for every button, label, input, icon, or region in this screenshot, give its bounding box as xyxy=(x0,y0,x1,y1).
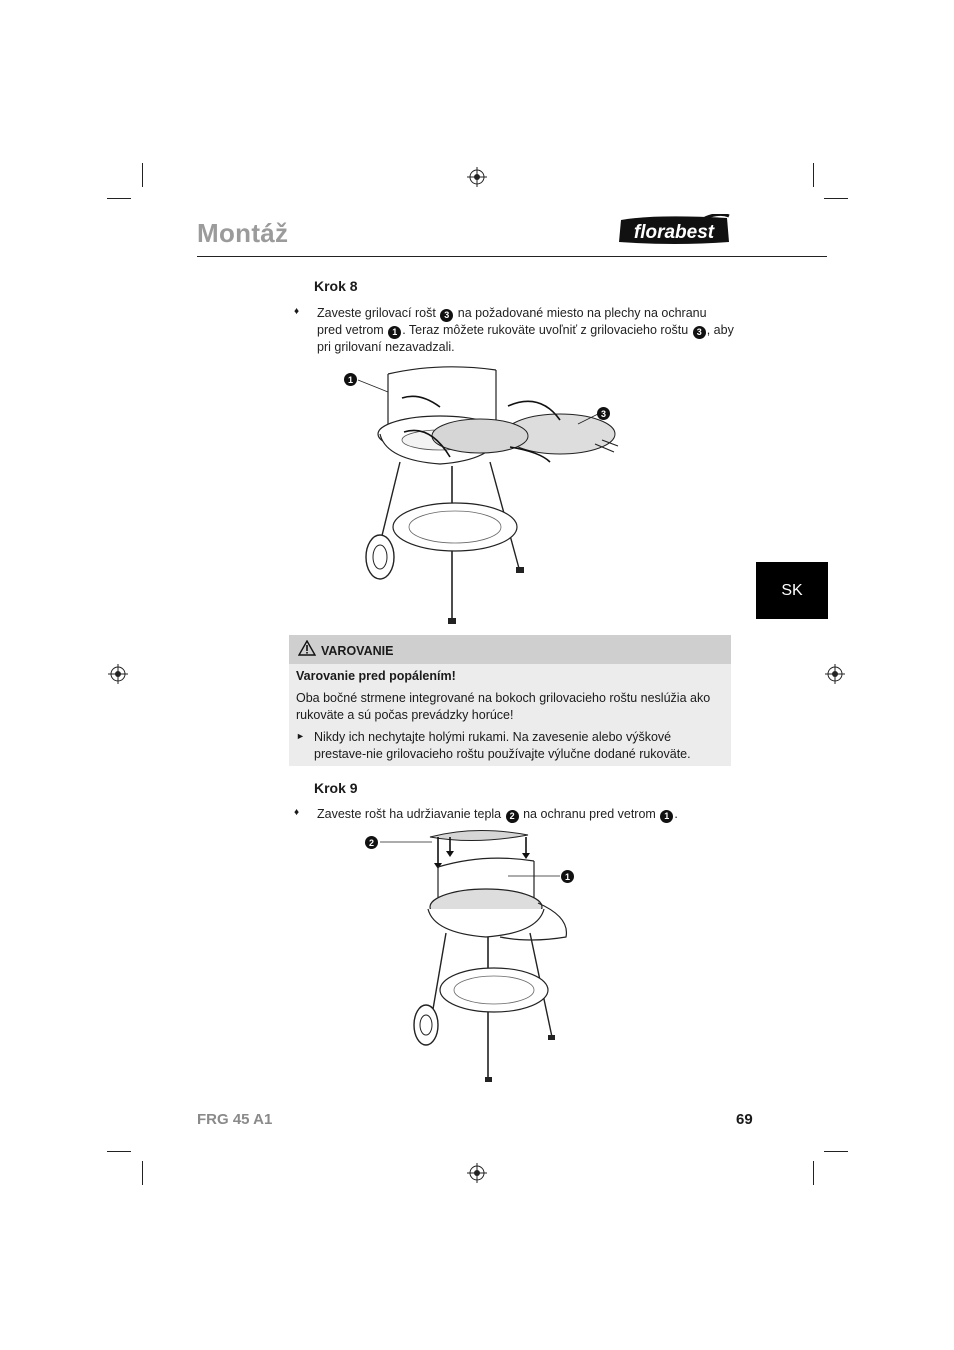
registration-mark-icon xyxy=(825,664,845,684)
step8-title: Krok 8 xyxy=(314,278,358,294)
language-tab-label: SK xyxy=(781,581,803,599)
bullet-marker: ♦ xyxy=(294,807,300,818)
figure-callout: 1 xyxy=(561,870,574,883)
svg-text:florabest: florabest xyxy=(633,222,715,243)
arrow-bullet-icon: ► xyxy=(296,731,305,741)
ref-windshield: 1 xyxy=(660,810,673,823)
step8-figure xyxy=(340,362,630,627)
registration-mark-icon xyxy=(467,167,487,187)
ref-windshield: 1 xyxy=(388,326,401,339)
warning-subheading: Varovanie pred popálením! xyxy=(296,669,456,683)
crop-mark xyxy=(142,163,143,187)
header-rule xyxy=(197,256,827,257)
crop-mark xyxy=(824,1151,848,1152)
registration-mark-icon xyxy=(108,664,128,684)
bullet-marker: ♦ xyxy=(294,306,300,317)
figure-callout: 1 xyxy=(344,373,357,386)
crop-mark xyxy=(813,163,814,187)
ref-grill-grate: 3 xyxy=(440,309,453,322)
crop-mark xyxy=(824,198,848,199)
footer-model: FRG 45 A1 xyxy=(197,1111,273,1128)
language-tab xyxy=(756,562,828,619)
registration-mark-icon xyxy=(467,1163,487,1183)
warning-box xyxy=(289,635,731,766)
crop-mark xyxy=(813,1161,814,1185)
crop-mark xyxy=(107,1151,131,1152)
step9-bullet: ♦ Zaveste rošt ha udržiavanie tepla 2 na ochranu pred vetrom 1 . xyxy=(294,807,678,821)
step8-bullet: ♦ Zaveste grilovací rošt 3 na požadované miesto na plechy na ochranu pred vetrom 1 . Teraz môžete rukoväte uvoľniť z grilovacieho roštu 3 , aby pri grilovaní nezavadzali. xyxy=(294,306,734,354)
page-title: Montáž xyxy=(197,218,289,248)
warning-triangle-icon xyxy=(298,640,316,656)
warning-bullet-text: Nikdy ich nechytajte holými rukami. Na zavesenie alebo výškové prestave-nie grilovacieho roštu používajte výlučne dodané rukoväte. xyxy=(314,730,691,761)
ref-warming-rack: 2 xyxy=(506,810,519,823)
ref-grill-grate: 3 xyxy=(693,326,706,339)
figure-callout: 2 xyxy=(365,836,378,849)
step9-title: Krok 9 xyxy=(314,780,358,796)
step9-figure xyxy=(380,825,580,1085)
crop-mark xyxy=(107,198,131,199)
page-number: 69 xyxy=(736,1111,753,1128)
brand-logo xyxy=(615,214,733,246)
warning-header xyxy=(289,635,731,664)
warning-text: Oba bočné strmene integrované na bokoch grilovacieho roštu neslúžia ako rukoväte a sú počas prevádzky horúce! xyxy=(296,691,711,722)
figure-callout: 3 xyxy=(597,407,610,420)
crop-mark xyxy=(142,1161,143,1185)
warning-heading: VAROVANIE xyxy=(321,644,394,658)
